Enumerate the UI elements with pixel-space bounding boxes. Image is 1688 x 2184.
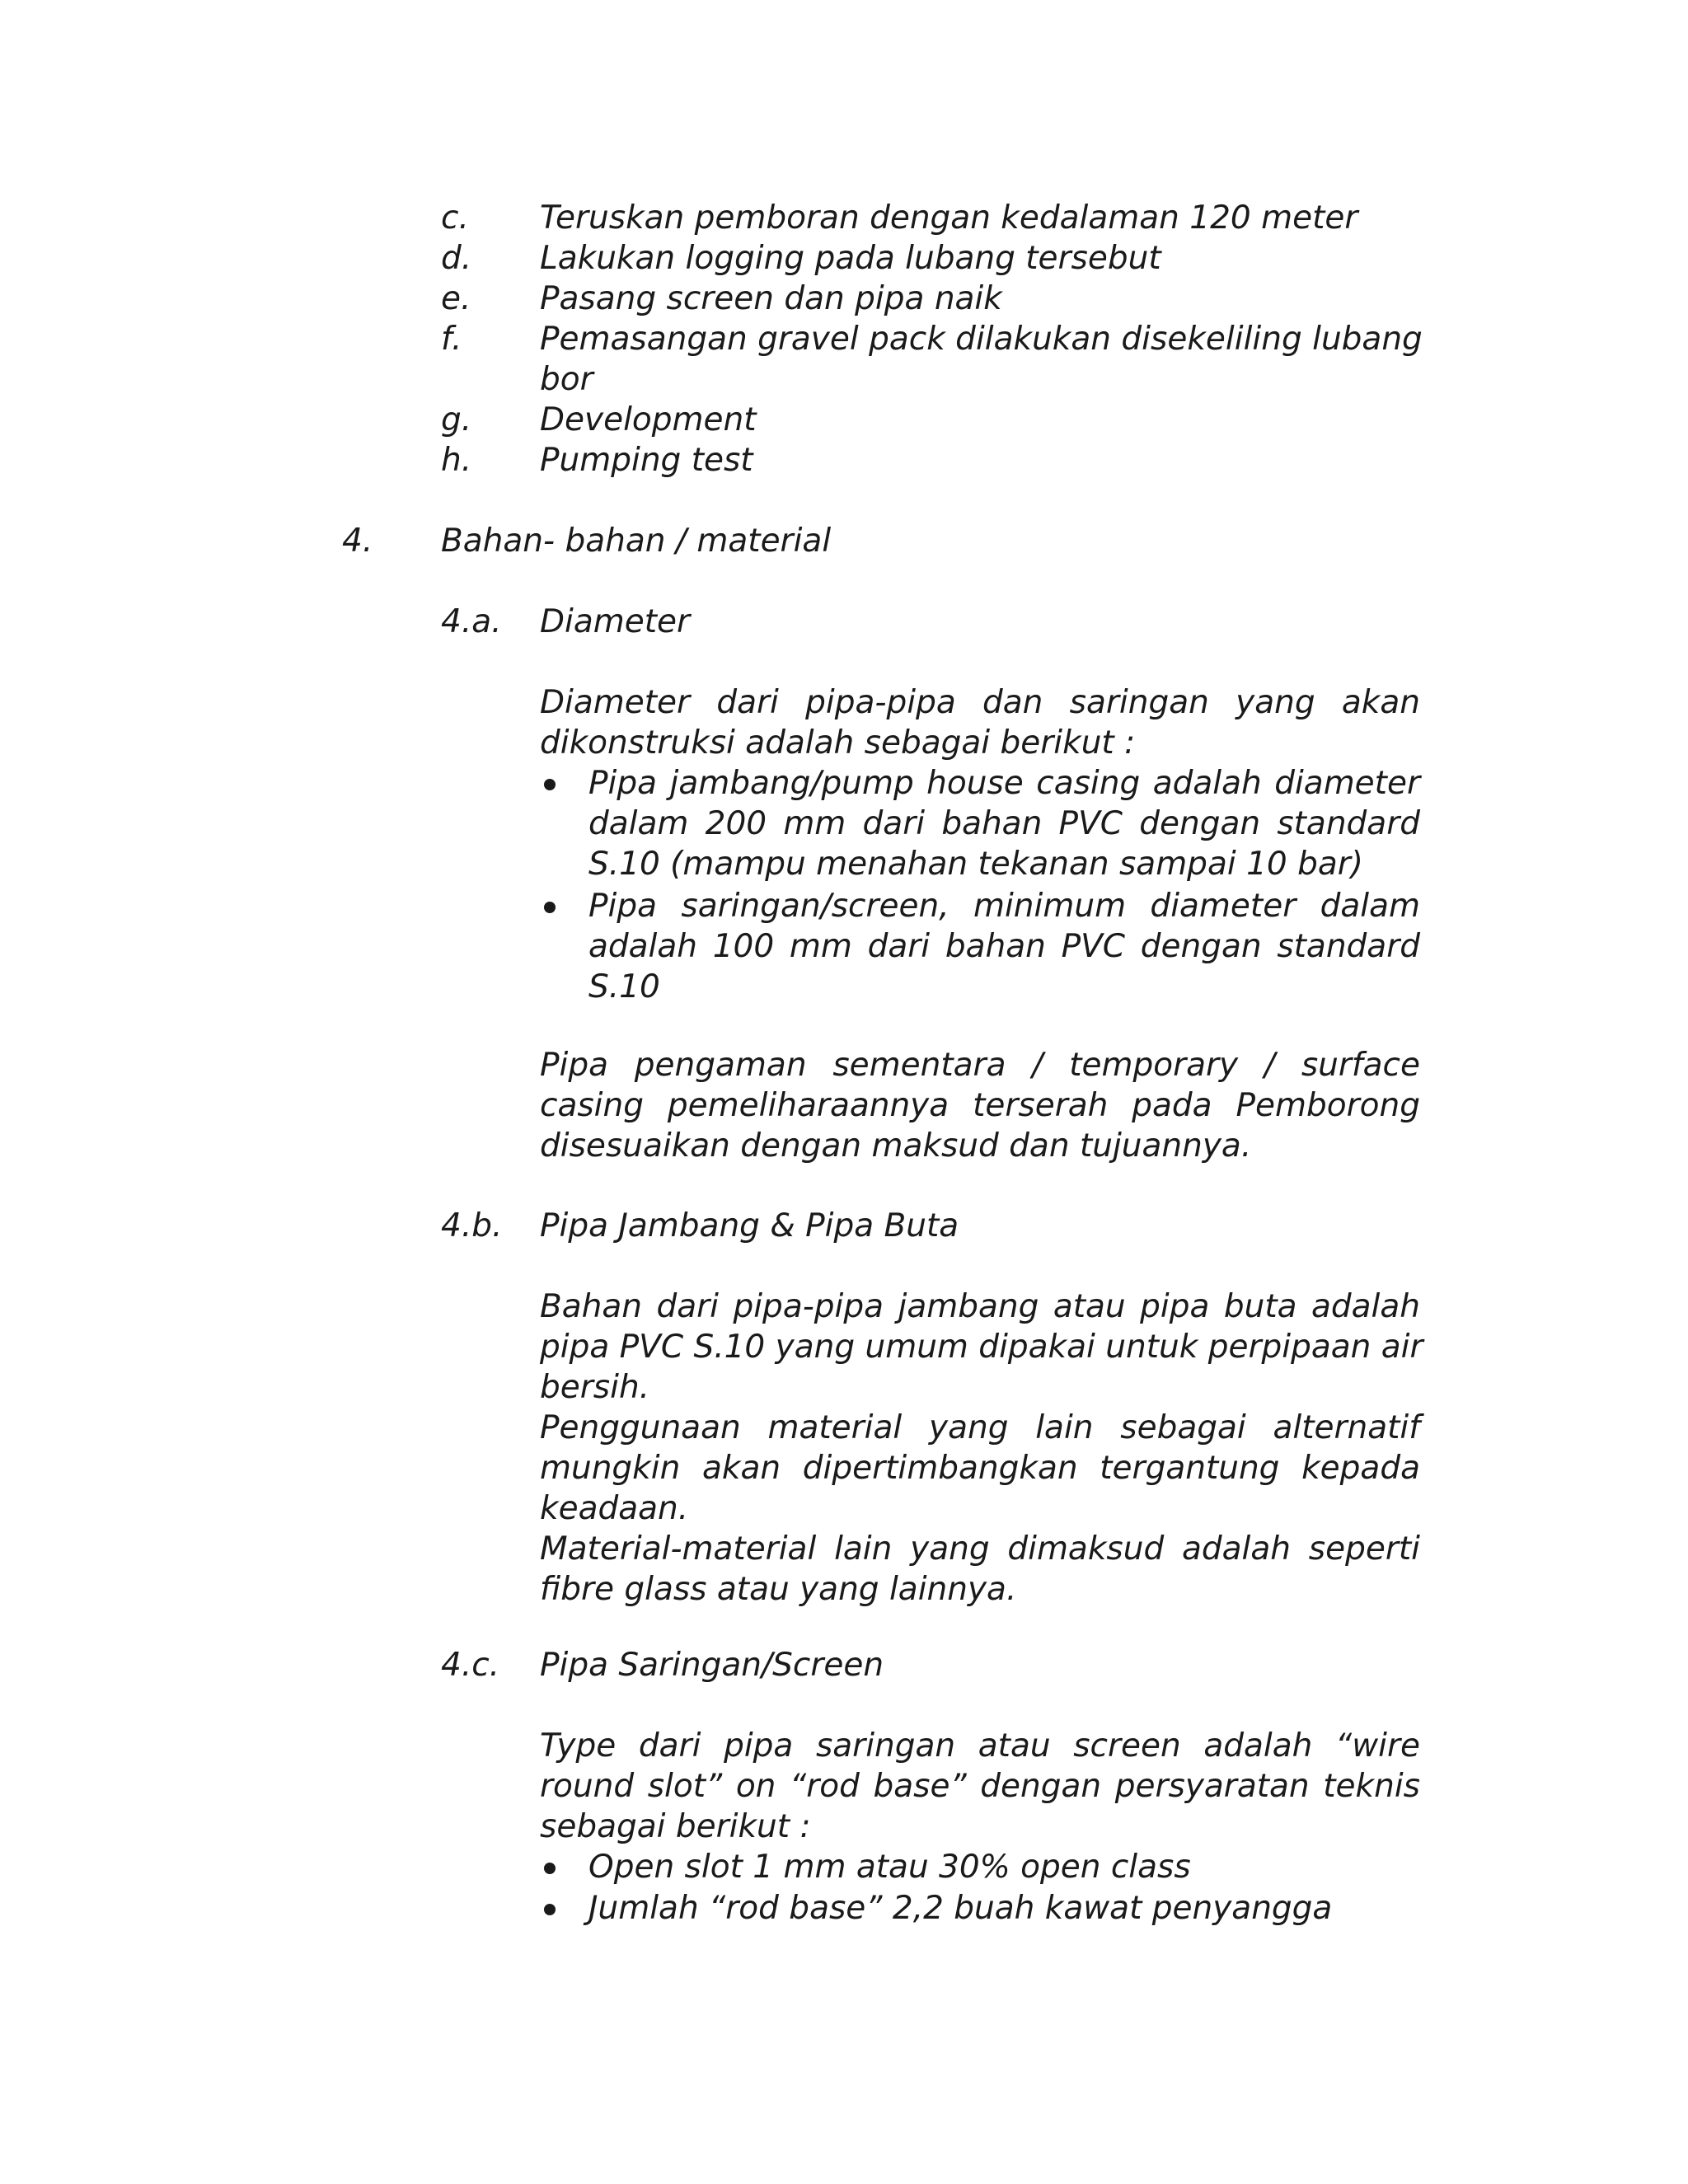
paragraph-line: pipa PVC S.10 yang umum dipakai untuk perpipaan air bbox=[540, 1329, 1423, 1366]
sub-c-title: Pipa Saringan/Screen bbox=[540, 1647, 884, 1684]
bullet-icon bbox=[544, 779, 556, 790]
sub-a-bullet-2 bbox=[588, 886, 1420, 1007]
paragraph-line: Material-material lain yang dimaksud adalah seperti bbox=[540, 1530, 1420, 1568]
paragraph-line: sebagai berikut : bbox=[540, 1808, 811, 1845]
sub-a-bullet-1 bbox=[588, 763, 1420, 884]
step-g-label: g. bbox=[441, 401, 472, 438]
sub-a-label: 4.a. bbox=[441, 603, 502, 640]
paragraph-line: keadaan. bbox=[540, 1490, 689, 1527]
sub-c-bullet-1: Open slot 1 mm atau 30% open class bbox=[588, 1849, 1191, 1886]
step-e-label: e. bbox=[441, 280, 471, 317]
sub-c-label: 4.c. bbox=[441, 1647, 500, 1684]
paragraph-line: Type dari pipa saringan atau screen adalah “wire bbox=[540, 1727, 1420, 1765]
bullet-line: adalah 100 mm dari bahan PVC dengan standard bbox=[588, 928, 1420, 965]
sub-a-title: Diameter bbox=[540, 603, 691, 640]
sub-c-intro bbox=[540, 1726, 1420, 1847]
step-f-text bbox=[540, 319, 1423, 400]
sub-b-title: Pipa Jambang & Pipa Buta bbox=[540, 1207, 959, 1244]
step-f-line: Pemasangan gravel pack dilakukan disekeliling lubang bbox=[540, 321, 1423, 358]
bullet-line: Pipa saringan/screen, minimum diameter dalam bbox=[588, 888, 1420, 925]
bullet-line: dalam 200 mm dari bahan PVC dengan standard bbox=[588, 805, 1420, 842]
bullet-icon bbox=[544, 1904, 556, 1915]
bullet-line: S.10 bbox=[588, 968, 660, 1005]
sub-c-bullet-2: Jumlah “rod base” 2,2 buah kawat penyangga bbox=[588, 1890, 1333, 1927]
sub-a-intro bbox=[540, 682, 1420, 763]
paragraph-line: mungkin akan dipertimbangkan tergantung kepada bbox=[540, 1450, 1420, 1487]
paragraph-line: bersih. bbox=[540, 1369, 650, 1406]
paragraph-line: Penggunaan material yang lain sebagai alternatif bbox=[540, 1409, 1420, 1446]
paragraph-line: Bahan dari pipa-pipa jambang atau pipa buta adalah bbox=[540, 1288, 1420, 1325]
paragraph-line: fibre glass atau yang lainnya. bbox=[540, 1571, 1017, 1608]
paragraph-line: Pipa pengaman sementara / temporary / surface bbox=[540, 1047, 1420, 1084]
section-4-number: 4. bbox=[342, 523, 373, 560]
step-h-text: Pumping test bbox=[540, 442, 753, 479]
sub-b-body bbox=[540, 1286, 1423, 1610]
step-g-text: Development bbox=[540, 401, 757, 438]
bullet-line: S.10 (mampu menahan tekanan sampai 10 bar) bbox=[588, 846, 1363, 883]
bullet-icon bbox=[544, 1863, 556, 1874]
step-h-label: h. bbox=[441, 442, 472, 479]
paragraph-line: Diameter dari pipa-pipa dan saringan yang akan bbox=[540, 684, 1420, 721]
step-f-label: f. bbox=[441, 321, 462, 358]
step-c-label: c. bbox=[441, 199, 469, 237]
paragraph-line: disesuaikan dengan maksud dan tujuannya. bbox=[540, 1127, 1252, 1165]
step-d-label: d. bbox=[441, 240, 472, 277]
step-e-text: Pasang screen dan pipa naik bbox=[540, 280, 1002, 317]
step-d-text: Lakukan logging pada lubang tersebut bbox=[540, 240, 1161, 277]
step-f-line: bor bbox=[540, 361, 593, 398]
bullet-icon bbox=[544, 902, 556, 913]
sub-b-label: 4.b. bbox=[441, 1207, 503, 1244]
bullet-line: Pipa jambang/pump house casing adalah diameter bbox=[588, 765, 1420, 802]
paragraph-line: dikonstruksi adalah sebagai berikut : bbox=[540, 724, 1136, 762]
sub-a-note bbox=[540, 1045, 1420, 1166]
step-c-text: Teruskan pemboran dengan kedalaman 120 meter bbox=[540, 199, 1358, 237]
paragraph-line: round slot” on “rod base” dengan persyaratan teknis bbox=[540, 1768, 1420, 1805]
paragraph-line: casing pemeliharaannya terserah pada Pemborong bbox=[540, 1087, 1420, 1124]
section-4-title: Bahan- bahan / material bbox=[441, 523, 832, 560]
